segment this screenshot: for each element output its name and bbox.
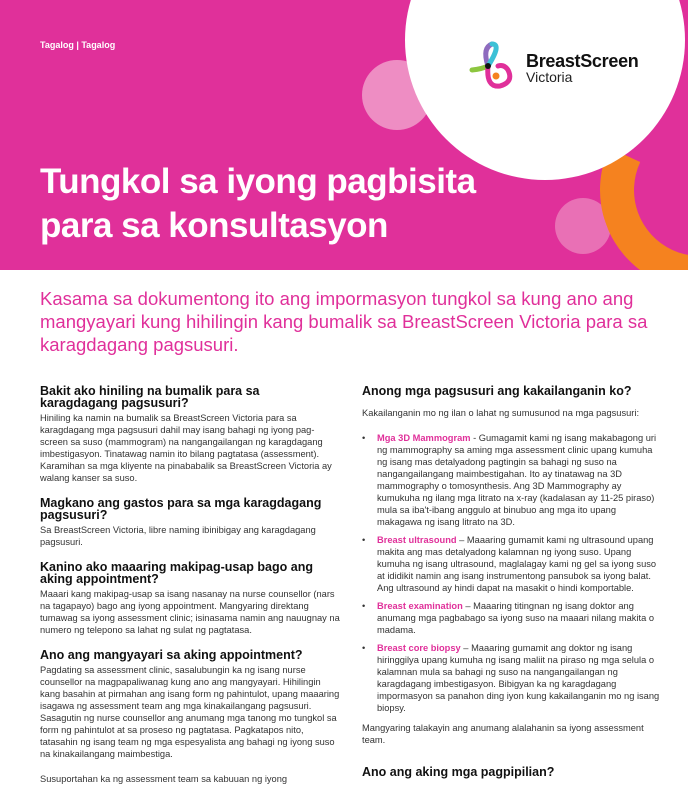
tests-list — [362, 432, 662, 714]
sep: – — [460, 643, 472, 653]
intro-text: Kasama sa dokumentong ito ang impormasyon tungkol sa kung ano ang mangyayari kung hihilingin kang bumalik sa BreastScreen Victoria para sa karagdagang pagsusuri. — [40, 288, 648, 355]
section-heading: Ano ang aking mga pagpipilian? — [362, 765, 555, 779]
description: Maaaring gumamit ang doktor ng isang hiringgilya upang kumuha ng isang maliit na piraso ng mga selula o kalamnan mula sa bahagi ng suso na nangangailangan ng karagdagang imbestigasyon. Bibigyan ka ng karagdagang impormasyon sa panahon ding iyon kung kakailanganin mo ng isang biopsy. — [377, 643, 660, 713]
sep: - — [470, 433, 479, 443]
right-column — [362, 385, 662, 781]
title-line: para sa konsultasyon — [40, 206, 388, 245]
list-item — [362, 534, 662, 594]
page-title — [40, 160, 476, 248]
term: Breast ultrasound — [377, 535, 457, 545]
section-body: Maaari kang makipag-usap sa isang nasanay na nurse counsellor (nars na tagapayo) bago ang iyong appointment. Mangyaring direktang tumawag sa iyong assessment clinic; isinasama namin ang nauugnay na numero ng telepono sa lahat ng sulat ng pagtatasa. — [40, 589, 340, 635]
section-body: Sa BreastScreen Victoria, libre naming ibinibigay ang karagdagang pagsusuri. — [40, 525, 316, 547]
breastscreen-logo — [468, 38, 638, 98]
ribbon-logo-icon — [468, 38, 520, 98]
section-heading: Anong mga pagsusuri ang kakailanganin ko? — [362, 384, 632, 398]
section-intro: Kakailanganin mo ng ilan o lahat ng sumusunod na mga pagsusuri: — [362, 408, 640, 418]
term: Breast examination — [377, 601, 463, 611]
section-heading: Kanino ako maaaring makipag-usap bago ang aking appointment? — [40, 560, 313, 586]
section-heading: Ano ang mangyayari sa aking appointment? — [40, 648, 303, 662]
section-body-cut: Susuportahan ka ng assessment team sa kabuuan ng iyong — [40, 774, 288, 784]
sep: – — [456, 535, 467, 545]
logo-sub: Victoria — [526, 69, 573, 85]
section-heading: Magkano ang gastos para sa mga karagdagang pagsusuri? — [40, 496, 322, 522]
logo-name: BreastScreen — [526, 51, 639, 71]
description: Maaaring gumamit kami ng ultrasound upang makita ang mas detalyadong kalamnan ng iyong suso. Upang kumuha ng isang ultrasound, maglalagay kami ng gel sa iyong suso at ididikit namin ang isang instrumentong pansubok sa iyong balat. Ang ultrasound ay hindi dapat na masakit o hindi komportable. — [377, 535, 657, 593]
sep: – — [462, 601, 474, 611]
left-column — [40, 385, 340, 798]
section-outro: Mangyaring talakayin ang anumang alalahanin sa iyong assessment team. — [362, 723, 644, 745]
list-item — [362, 600, 662, 636]
list-item — [362, 642, 662, 714]
language-label: Tagalog | Tagalog — [40, 40, 116, 50]
list-item — [362, 432, 662, 528]
description: Maaaring titingnan ng isang doktor ang anumang mga pagbabago sa iyong suso na maaari nilang makita o madama. — [377, 601, 655, 635]
section-heading: Bakit ako hiniling na bumalik para sa karagdagang pagsusuri? — [40, 384, 260, 410]
term: Breast core biopsy — [377, 643, 461, 653]
description: Gumagamit kami ng isang makabagong uri ng mammography sa aming mga assessment clinic upang kumuha ng isang mas detalyadong pagtingin sa bahagi ng suso na nangangailangang maimbestigahan. Ito ay tinatawag na 3D mammography o tomosynthesis. Ang 3D Mammography ay kumukuha ng ilang mga litrato na x-ray (kadalasan ay 11-25 piraso) mula sa iba't-ibang anggulo at binubuo ang mga ito upang makagawa ng isang litrato na 3D. — [377, 433, 657, 527]
title-line: Tungkol sa iyong pagbisita — [40, 162, 476, 201]
header-banner — [0, 0, 688, 270]
term: Mga 3D Mammogram — [377, 433, 471, 443]
section-body: Hiniling ka namin na bumalik sa BreastScreen Victoria para sa karagdagang mga pagsusuri dahil may isang bahagi ng iyong pag-screen sa suso (mammogram) na nangangailangan ng karagdagang imbestigasyon. Tinatawag namin ito bilang pagtatasa (assessment). Karamihan sa mga kliyente na pinababalik sa BreastScreen Victoria ay walang kanser sa suso. — [40, 413, 332, 483]
section-body: Pagdating sa assessment clinic, sasalubungin ka ng isang nurse counsellor na magpapaliwanag kung ano ang mangyayari. Hihilingin kang basahin at pirmahan ang isang form ng pahintulot, upang maaaring isagawa ng assessment team ang mga kinakailangang pagsusuri. Sasagutin ng nurse counsellor ang anumang mga tanong mo tungkol sa form ng pahintulot at sa proseso ng pagtatasa. Pagkatapos nito, tatasahin ng isang team ng mga espesyalista ang bahagi ng iyong suso na kinakailangang maimbestiga. — [40, 665, 340, 759]
